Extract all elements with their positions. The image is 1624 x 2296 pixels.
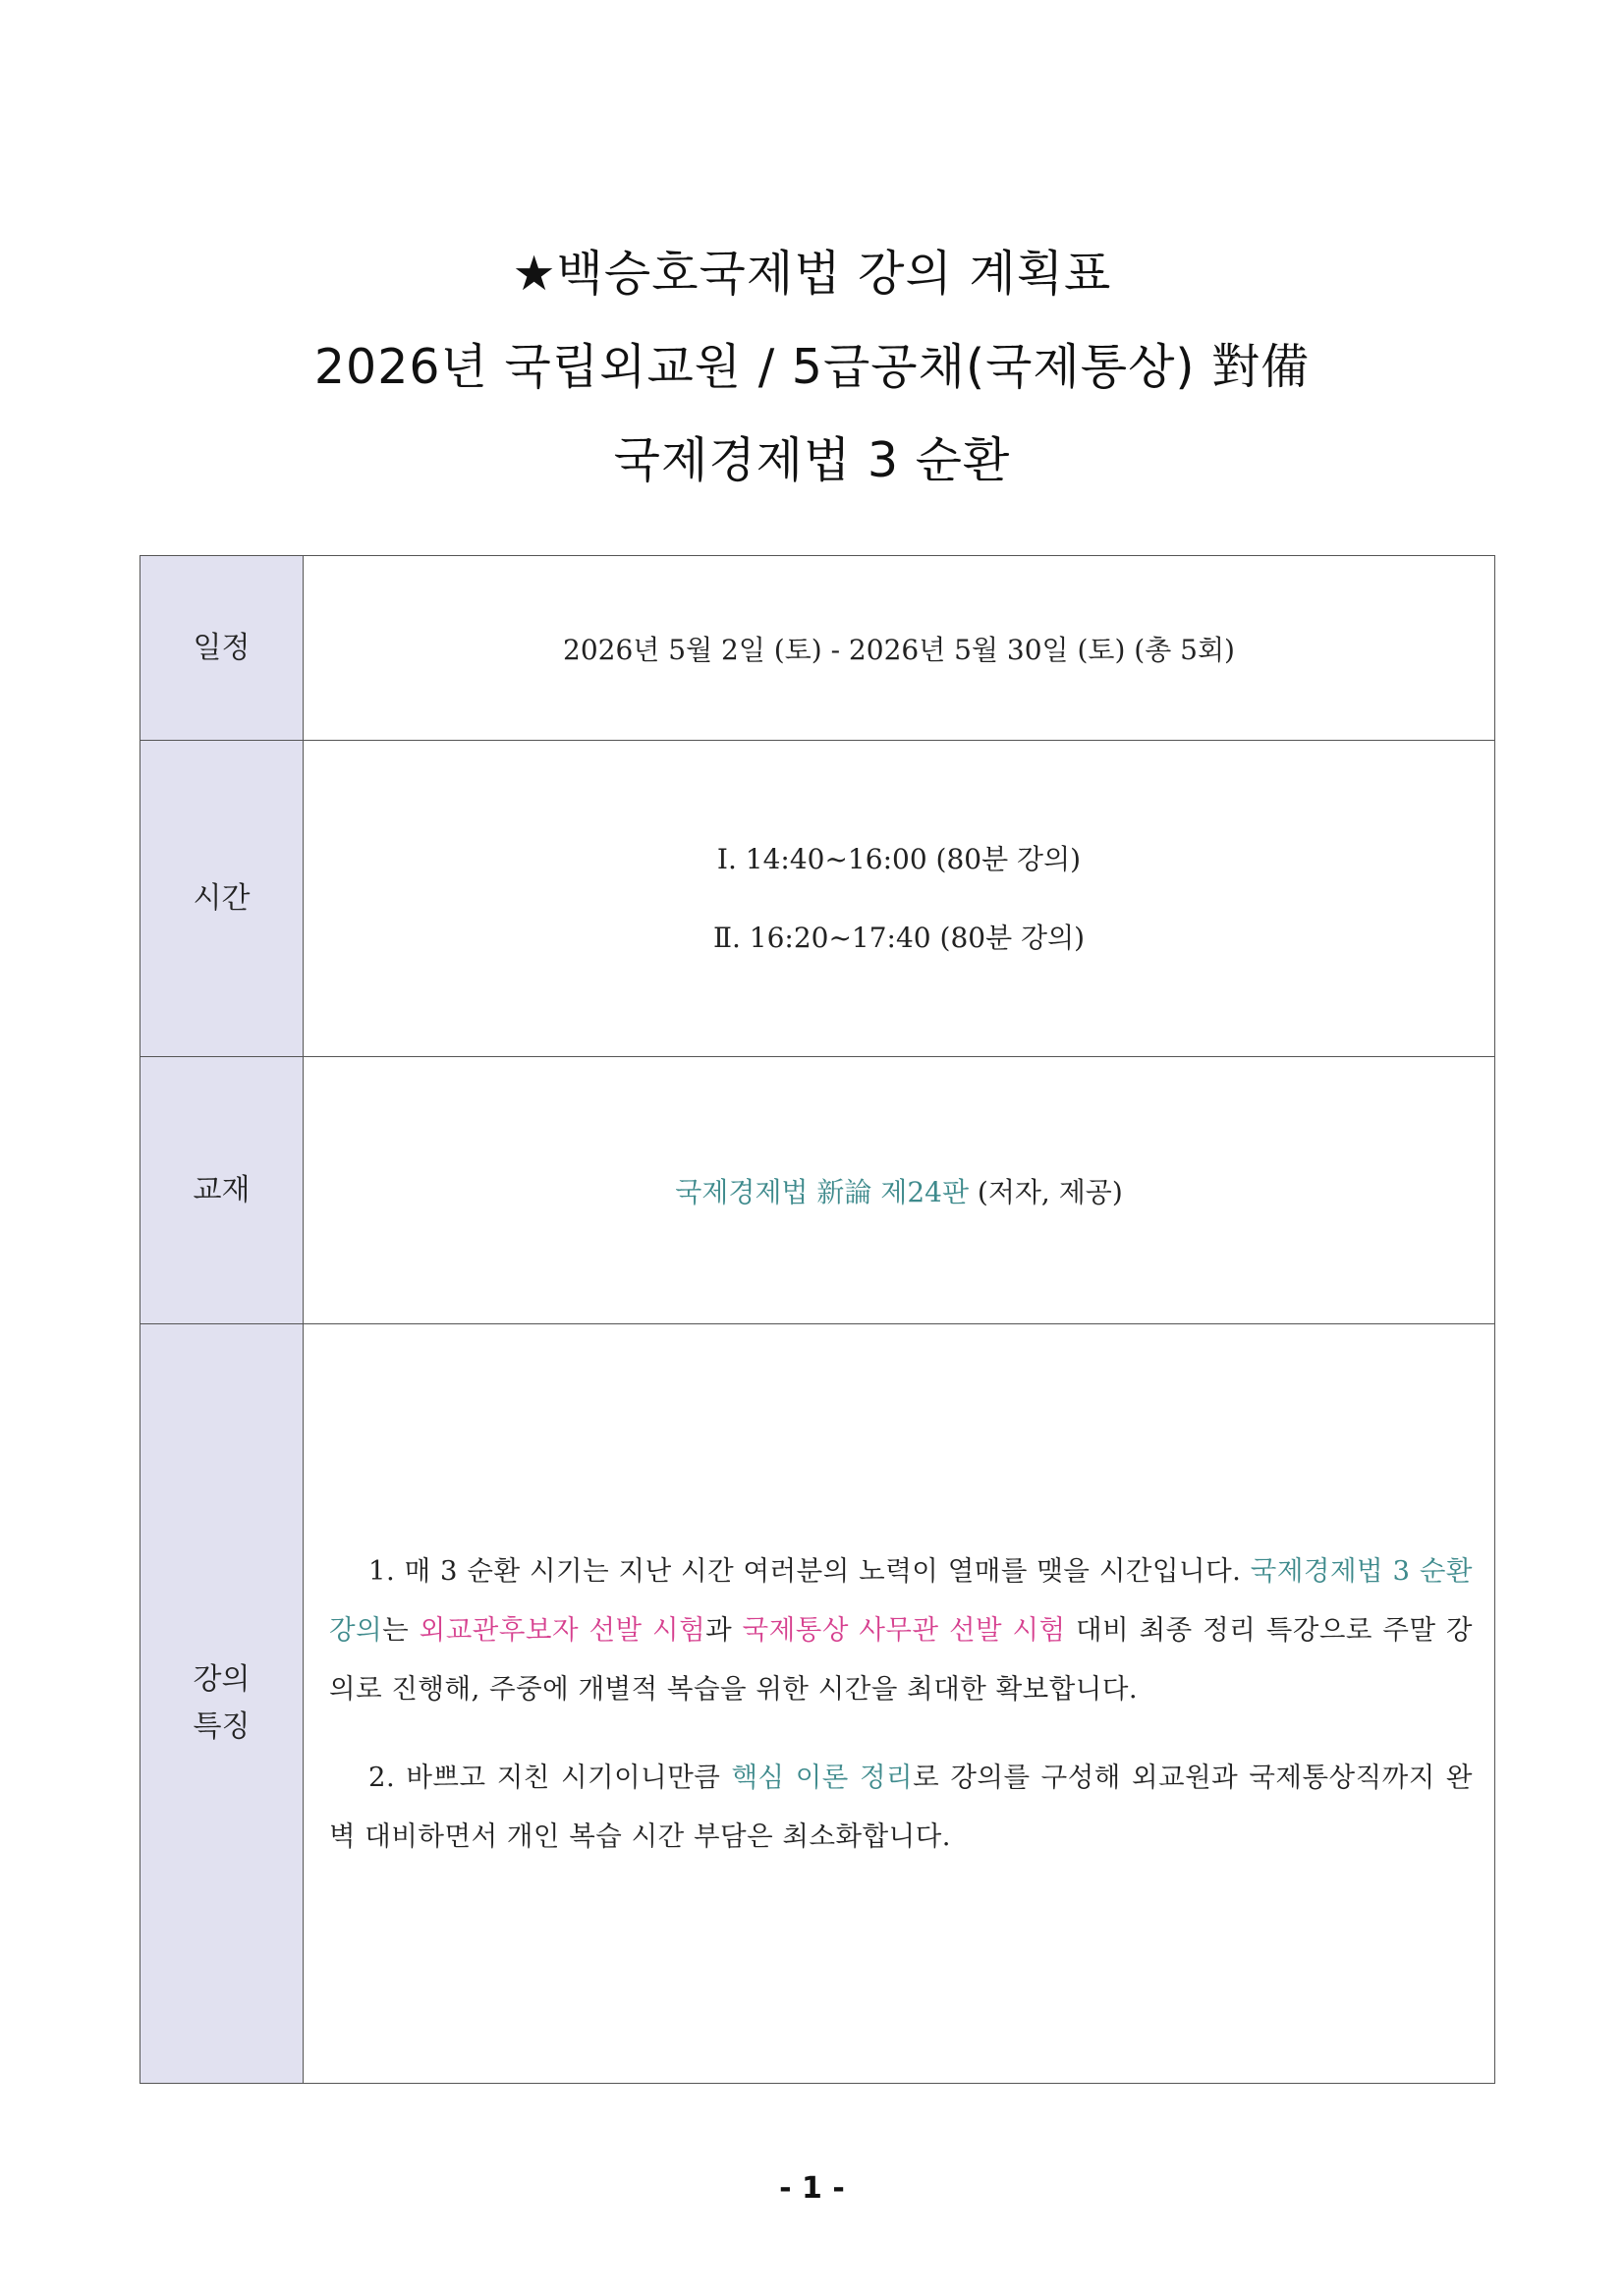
page-number: - 1 - <box>779 2171 845 2206</box>
highlight-core-theory: 핵심 이론 정리 <box>731 1762 914 1793</box>
lecture-plan-table <box>140 555 1495 2084</box>
schedule-label: 일정 <box>140 556 304 741</box>
paragraph-text: 2. 바쁘고 지친 시기이니만큼 <box>368 1762 732 1793</box>
features-label <box>140 1324 304 2084</box>
time-label: 시간 <box>140 741 304 1057</box>
textbook-cell <box>304 1057 1495 1324</box>
schedule-value: 2026년 5월 2일 (토) - 2026년 5월 30일 (토) (총 5회) <box>304 556 1495 741</box>
paragraph-text: 대비 최종 정리 특강으로 주말 강의로 진행해, 주중에 개별적 복습을 위한 시간을 최대한 확보합니다. <box>329 1614 1473 1705</box>
paragraph-text: 로 강의를 구성해 외교원과 국제통상직까지 완벽 대비하면서 개인 복습 시간 부담은 최소화합니다. <box>329 1762 1473 1852</box>
feature-paragraph-2 <box>329 1748 1473 1866</box>
document-subtitle: 2026년 국립외교원 / 5급공채(국제통상) 對備 <box>313 339 1311 395</box>
course-name: 국제경제법 3 순환 <box>613 432 1011 488</box>
time-cell <box>304 741 1495 1057</box>
schedule-row <box>140 556 1495 741</box>
paragraph-text: 는 <box>382 1614 420 1646</box>
features-label-line-2: 특징 <box>193 1709 251 1744</box>
features-cell <box>304 1324 1495 2084</box>
features-row <box>140 1324 1495 2084</box>
features-label-line-1: 강의 <box>193 1662 251 1697</box>
textbook-title: 국제경제법 新論 제24판 <box>675 1175 970 1208</box>
highlight-diplomat-exam: 외교관후보자 선발 시험 <box>419 1614 706 1646</box>
textbook-row <box>140 1057 1495 1324</box>
highlight-course: 국제경제법 3 순환 강의 <box>329 1555 1473 1646</box>
feature-paragraph-1 <box>329 1541 1473 1718</box>
textbook-label: 교재 <box>140 1057 304 1324</box>
time-row <box>140 741 1495 1057</box>
document-title: ★백승호국제법 강의 계획표 <box>512 246 1112 302</box>
paragraph-text: 과 <box>705 1614 743 1646</box>
paragraph-text: 1. 매 3 순환 시기는 지난 시간 여러분의 노력이 열매를 맺을 시간입니다. <box>368 1555 1251 1587</box>
textbook-note: (저자, 제공) <box>969 1175 1123 1208</box>
session-1-time: Ⅰ. 14:40~16:00 (80분 강의) <box>716 842 1082 875</box>
highlight-trade-exam: 국제통상 사무관 선발 시험 <box>742 1614 1066 1646</box>
session-2-time: Ⅱ. 16:20~17:40 (80분 강의) <box>712 921 1086 954</box>
